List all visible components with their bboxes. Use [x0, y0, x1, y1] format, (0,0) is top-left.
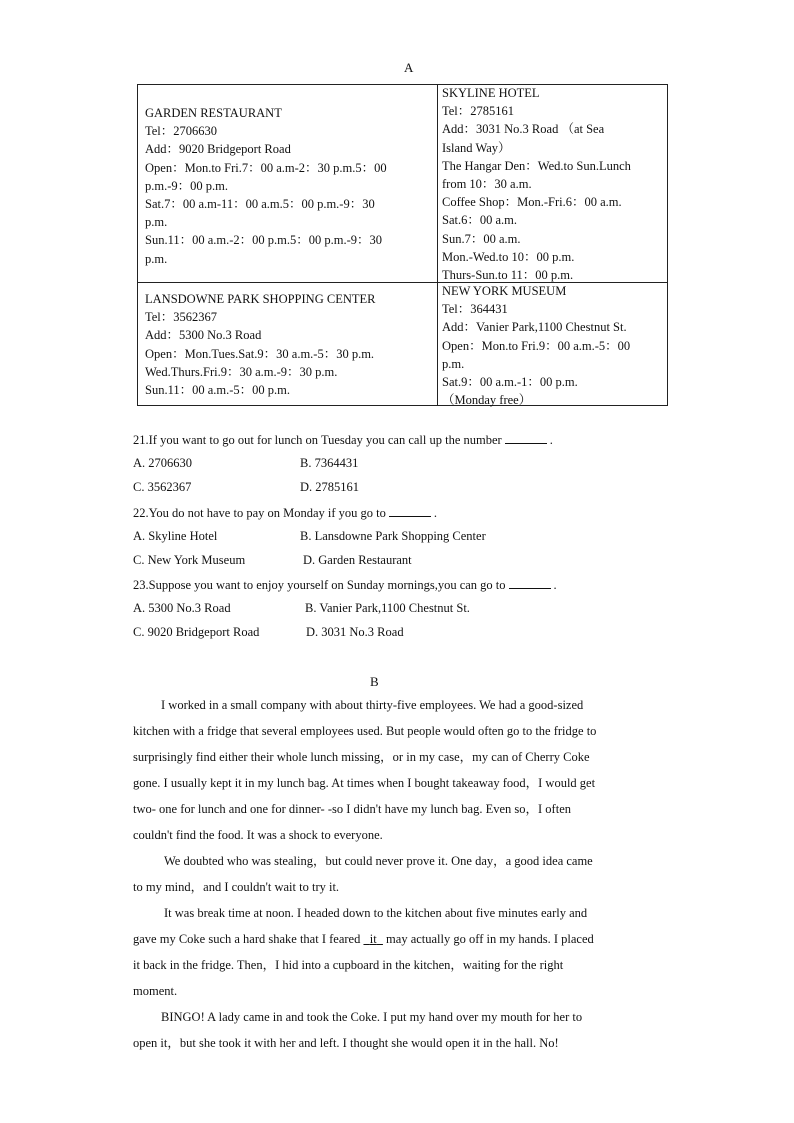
passage-line: it back in the fridge. Then，I hid into a cupboard in the kitchen，waiting for the right — [133, 958, 564, 972]
question-23 — [133, 577, 557, 593]
option-22b[interactable]: B. Lansdowne Park Shopping Center — [300, 529, 486, 543]
passage-text: gave my Coke such a hard shake that I feared — [133, 932, 361, 946]
passage-line: We doubted who was stealing，but could never prove it. One day，a good idea came — [164, 854, 593, 868]
option-22d[interactable]: D. Garden Restaurant — [303, 553, 412, 567]
option-22c[interactable]: C. New York Museum — [133, 553, 246, 567]
skyline-hours-line: Sat.6：00 a.m. — [442, 213, 517, 228]
passage-line: couldn't find the food. It was a shock to everyone. — [133, 828, 383, 842]
garden-address: Add：9020 Bridgeport Road — [145, 142, 291, 157]
question-22 — [133, 505, 437, 521]
option-21b[interactable]: B. 7364431 — [300, 456, 359, 470]
skyline-name: SKYLINE HOTEL — [442, 86, 540, 100]
passage-text: may actually go off in my hands. I placed — [386, 932, 594, 946]
question-end: . — [553, 578, 557, 592]
passage-line: to my mind，and I couldn't wait to try it. — [133, 880, 340, 894]
lansdowne-hours-line: Sun.11：00 a.m.-5：00 p.m. — [145, 383, 291, 398]
question-21 — [133, 432, 553, 448]
garden-name: GARDEN RESTAURANT — [145, 106, 282, 120]
passage-line-with-blank — [133, 926, 663, 952]
skyline-address: Add：3031 No.3 Road （at Sea — [442, 122, 605, 137]
garden-restaurant-cell — [145, 104, 387, 268]
garden-hours-line: Sun.11：00 a.m.-2：00 p.m.5：00 p.m.-9：30 — [145, 233, 383, 248]
garden-hours-line: Open：Mon.to Fri.7：00 a.m-2：30 p.m.5：00 — [145, 160, 387, 175]
skyline-hotel-cell — [442, 84, 631, 284]
museum-address: Add：Vanier Park,1100 Chestnut St. — [442, 320, 627, 335]
passage-line: surprisingly find either their whole lunch missing，or in my case，my can of Cherry Coke — [133, 750, 590, 764]
lansdowne-hours-line: Wed.Thurs.Fri.9：30 a.m.-9：30 p.m. — [145, 364, 338, 379]
section-b-title: B — [370, 674, 379, 689]
passage-line: I worked in a small company with about thirty-five employees. We had a good-sized — [161, 698, 584, 712]
skyline-hours-line: Coffee Shop：Mon.-Fri.6：00 a.m. — [442, 195, 622, 210]
skyline-hours-line: Mon.-Wed.to 10：00 p.m. — [442, 249, 575, 264]
lansdowne-hours-line: Open：Mon.Tues.Sat.9：30 a.m.-5：30 p.m. — [145, 346, 375, 361]
question-end: . — [433, 506, 438, 520]
garden-hours-line: Sat.7：00 a.m-11：00 a.m.5：00 p.m.-9：30 — [145, 197, 375, 212]
skyline-hours-line: Sun.7：00 a.m. — [442, 231, 521, 246]
garden-hours-line: p.m. — [145, 215, 168, 230]
passage-line: BINGO! A lady came in and took the Coke. I put my hand over my mouth for her to — [161, 1010, 583, 1024]
option-23b[interactable]: B. Vanier Park,1100 Chestnut St. — [305, 601, 470, 615]
skyline-tel: Tel：2785161 — [442, 104, 515, 119]
lansdowne-name: LANSDOWNE PARK SHOPPING CENTER — [145, 292, 376, 306]
museum-hours-line: Open：Mon.to Fri.9：00 a.m.-5：00 — [442, 338, 631, 353]
passage-line: It was break time at noon. I headed down to the kitchen about five minutes early and — [164, 906, 588, 920]
museum-cell — [442, 282, 630, 409]
lansdowne-cell — [145, 290, 375, 399]
passage-line: open it，but she took it with her and left. I thought she would open it in the hall. No! — [133, 1036, 559, 1050]
option-21d[interactable]: D. 2785161 — [300, 480, 360, 494]
passage-line: two- one for lunch and one for dinner- -so I didn't have my lunch bag. Even so，I often — [133, 802, 571, 816]
question-stem: 21.If you want to go out for lunch on Tuesday you can call up the number — [133, 433, 502, 447]
museum-hours-line: p.m. — [442, 356, 465, 371]
passage-b — [133, 692, 663, 1056]
answer-blank[interactable] — [505, 432, 547, 444]
garden-hours-line: p.m. — [145, 251, 168, 266]
museum-note: （Monday free） — [442, 393, 532, 408]
passage-line: moment. — [133, 984, 178, 998]
option-21a[interactable]: A. 2706630 — [133, 456, 193, 470]
skyline-address: Island Way） — [442, 140, 511, 155]
option-23a[interactable]: A. 5300 No.3 Road — [133, 601, 231, 615]
option-23d[interactable]: D. 3031 No.3 Road — [306, 625, 404, 639]
answer-blank[interactable] — [509, 577, 551, 589]
lansdowne-address: Add：5300 No.3 Road — [145, 328, 262, 343]
garden-tel: Tel：2706630 — [145, 124, 218, 139]
option-23c[interactable]: C. 9020 Bridgeport Road — [133, 625, 260, 639]
skyline-hours-line: The Hangar Den：Wed.to Sun.Lunch — [442, 158, 631, 173]
garden-hours-line: p.m.-9：00 p.m. — [145, 178, 228, 193]
question-stem: 23.Suppose you want to enjoy yourself on Sunday mornings,you can go to — [133, 578, 506, 592]
lansdowne-tel: Tel：3562367 — [145, 310, 218, 325]
table-divider-vertical — [437, 84, 438, 406]
museum-hours-line: Sat.9：00 a.m.-1：00 p.m. — [442, 375, 578, 390]
section-a-title: A — [404, 60, 414, 75]
skyline-hours-line: Thurs-Sun.to 11：00 p.m. — [442, 268, 574, 283]
answer-blank[interactable] — [389, 505, 431, 517]
question-end: . — [549, 433, 553, 447]
option-21c[interactable]: C. 3562367 — [133, 480, 192, 494]
option-22a[interactable]: A. Skyline Hotel — [133, 529, 218, 543]
museum-name: NEW YORK MUSEUM — [442, 284, 567, 298]
museum-tel: Tel：364431 — [442, 302, 508, 317]
passage-line: gone. I usually kept it in my lunch bag. At times when I bought takeaway food，I would get — [133, 776, 596, 790]
skyline-hours-line: from 10：30 a.m. — [442, 177, 532, 192]
passage-line: kitchen with a fridge that several employees used. But people would often go to the fridge to — [133, 724, 597, 738]
question-stem: 22.You do not have to pay on Monday if you go to — [133, 506, 386, 520]
underlined-word: it — [369, 932, 377, 946]
